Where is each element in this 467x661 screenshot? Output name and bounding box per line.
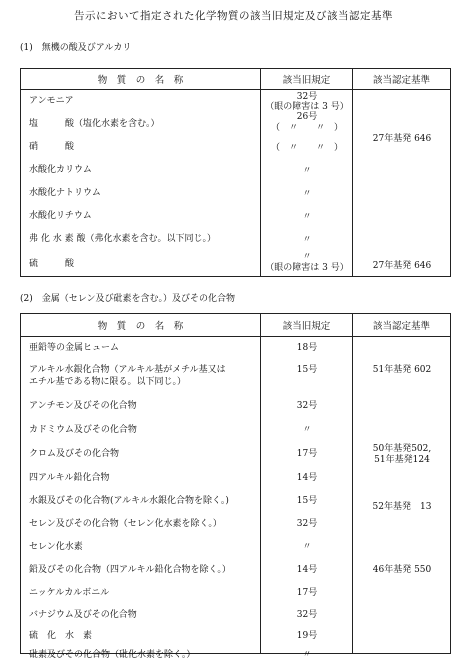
certification-value: 51年基発 602 [372, 365, 432, 375]
substance-name-cell [21, 90, 261, 277]
column-header-certification: 該当認定基準 [353, 69, 451, 90]
regulation-value: 〃 [302, 542, 312, 552]
regulation-value: （ 〃 〃 ） [270, 143, 343, 153]
substance-name-cell [21, 337, 261, 660]
section-1-table [20, 68, 451, 277]
substance-name: 弗 化 水 素 酸（弗化水素を含む。以下同じ。） [29, 234, 216, 244]
regulation-value: 〃 [302, 212, 312, 222]
regulation-value: 〃 [302, 650, 312, 660]
certification-cell [353, 90, 451, 277]
substance-name: 硝 酸 [29, 142, 75, 152]
substance-name: クロム及びその化合物 [29, 449, 120, 459]
substance-name: アンモニア [29, 96, 74, 106]
column-header-name: 物 質 の 名 称 [21, 314, 261, 337]
regulation-cell [261, 337, 353, 660]
regulation-value: 17号 [296, 449, 318, 459]
regulation-value: 〃 [302, 425, 312, 435]
substance-name: 亜鉛等の金属ヒューム [29, 343, 120, 353]
certification-value: 27年基発 646 [372, 261, 432, 271]
regulation-value: 〃 [302, 166, 312, 176]
regulation-value: 14号 [296, 565, 318, 575]
regulation-value: （眼の障害は 3 号） [265, 102, 349, 112]
regulation-value: 19号 [296, 631, 318, 641]
regulation-value: 〃 [302, 189, 312, 199]
substance-name: 水酸化ナトリウム [29, 188, 101, 198]
substance-name: エチル基である物に限る。以下同じ。） [29, 377, 187, 387]
substance-name: 塩 酸（塩化水素を含む。） [29, 119, 160, 129]
regulation-value: 32号 [296, 610, 318, 620]
certification-value: 51年基発124 [374, 455, 430, 465]
substance-name: アルキル水銀化合物（アルキル基がメチル基又は [29, 365, 226, 375]
substance-name: 硫 化 水 素 [29, 631, 93, 641]
regulation-value: 26号 [296, 112, 318, 122]
certification-value: 52年基発 13 [372, 502, 432, 512]
certification-value: 46年基発 550 [372, 565, 432, 575]
regulation-cell [261, 90, 353, 277]
substance-name: ニッケルカルボニル [29, 588, 110, 598]
section-1-heading: (1) 無機の酸及びアルカリ [20, 43, 132, 53]
substance-name: 砒素及びその化合物（砒化水素を除く。） [29, 650, 196, 660]
substance-name: アンチモン及びその化合物 [29, 401, 137, 411]
certification-value: 50年基発502, [372, 444, 432, 454]
regulation-value: 〃 [302, 252, 312, 262]
column-header-certification: 該当認定基準 [353, 314, 451, 337]
regulation-value: 32号 [296, 519, 318, 529]
regulation-value: 18号 [296, 343, 318, 353]
regulation-value: 32号 [296, 401, 318, 411]
substance-name: セレン化水素 [29, 542, 83, 552]
substance-name: セレン及びその化合物（セレン化水素を除く。） [29, 519, 222, 529]
column-header-regulation: 該当旧規定 [261, 69, 353, 90]
section-2-heading: (2) 金属（セレン及び砒素を含む。）及びその化合物 [20, 294, 236, 304]
regulation-value: （眼の障害は 3 号） [265, 263, 349, 273]
regulation-value: 15号 [296, 496, 318, 506]
regulation-value: 〃 [302, 235, 312, 245]
regulation-value: 15号 [296, 365, 318, 375]
certification-cell [353, 337, 451, 654]
column-header-regulation: 該当旧規定 [261, 314, 353, 337]
substance-name: 硫 酸 [29, 259, 75, 269]
substance-name: 水酸化リチウム [29, 211, 92, 221]
substance-name: バナジウム及びその化合物 [29, 610, 137, 620]
certification-value: 27年基発 646 [372, 134, 432, 144]
substance-name: カドミウム及びその化合物 [29, 425, 137, 435]
regulation-value: 17号 [296, 588, 318, 598]
regulation-value: 32号 [296, 92, 318, 102]
column-header-name: 物 質 の 名 称 [21, 69, 261, 90]
section-2-table [20, 313, 451, 660]
substance-name: 鉛及びその化合物（四アルキル鉛化合物を除く。） [29, 565, 231, 575]
regulation-value: （ 〃 〃 ） [270, 123, 343, 133]
regulation-value: 14号 [296, 473, 318, 483]
substance-name: 四アルキル鉛化合物 [29, 473, 110, 483]
substance-name: 水酸化カリウム [29, 165, 92, 175]
page-title: 告示において指定された化学物質の該当旧規定及び該当認定基準 [74, 10, 393, 22]
substance-name: 水銀及びその化合物(アルキル水銀化合物を除く。) [29, 496, 229, 506]
